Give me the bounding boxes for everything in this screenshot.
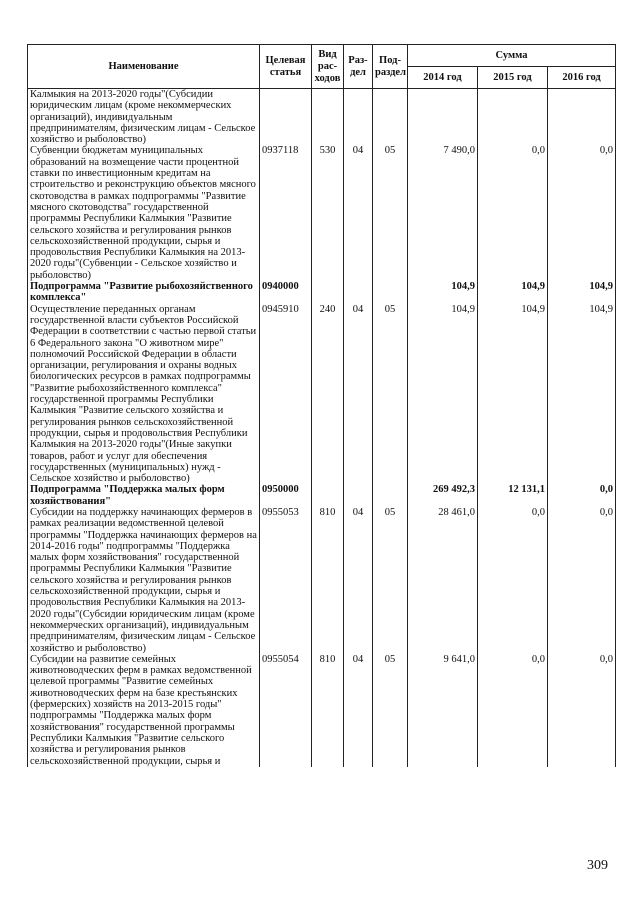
row-2014: 9 641,0 — [408, 654, 478, 767]
row-name: Калмыкия на 2013-2020 годы"(Субсидии юридическим лицам (кроме некоммерческих организаций), индивидуальным предпринимателям, физическим лицам - Сельское хозяйство и рыболовство) — [28, 89, 260, 146]
row-2016: 0,0 — [548, 507, 616, 654]
row-2015: 104,9 — [478, 281, 548, 304]
header-section: Раз-дел — [344, 45, 373, 89]
table-row-subprogram — [28, 484, 616, 507]
header-subsection: Под-раздел — [373, 45, 408, 89]
row-section: 04 — [344, 145, 373, 281]
row-code — [260, 89, 312, 146]
row-name: Субвенции бюджетам муниципальных образований на возмещение части процентной ставки по инвестиционным кредитам на строительство и реконструкцию объектов мясного скотоводства в рамках подпрограммы "Развитие мясного скотоводства" государственной программы Республики Калмыкия "Развитие сельского хозяйства и регулирования рынков сельскохозяйственной продукции, сырья и продовольствия Республики Калмыкия на 2013-2020 годы"(Субвенции - Сельское хозяйство и рыболовство) — [28, 145, 260, 281]
table-row — [28, 145, 616, 281]
header-2016: 2016 год — [548, 67, 616, 89]
row-section: 04 — [344, 304, 373, 485]
page-number: 309 — [587, 858, 608, 873]
budget-table — [27, 44, 616, 767]
row-exp-type: 810 — [312, 507, 344, 654]
row-2015 — [478, 89, 548, 146]
row-name: Субсидии на поддержку начинающих фермеров в рамках реализации ведомственной целевой программы "Поддержка начинающих фермеров на 2014-2016 годы" подпрограммы "Поддержка малых форм хозяйствования" государственной программы Республики Калмыкия "Развитие сельского хозяйства и регулирования рынков сельскохозяйственной продукции, сырья и продовольствия Республики Калмыкия на 2013-2020 годы"(Субсидии юридическим лицам (кроме некоммерческих организаций), индивидуальным предпринимателям, физическим лицам - Сельское хозяйство и рыболовство) — [28, 507, 260, 654]
table-row — [28, 654, 616, 767]
row-name: Субсидии на развитие семейных животноводческих ферм в рамках ведомственной целевой программы "Развитие семейных животноводческих ферм на базе крестьянских (фермерских) хозяйств на 2013-2015 годы" подпрограммы "Поддержка малых форм хозяйствования" государственной программы Республики Калмыкия "Развитие сельского хозяйства и регулирования рынков сельскохозяйственной продукции, сырья и — [28, 654, 260, 767]
row-code: 0945910 — [260, 304, 312, 485]
row-exp-type — [312, 484, 344, 507]
header-2015: 2015 год — [478, 67, 548, 89]
row-2015: 0,0 — [478, 654, 548, 767]
header-name: Наименование — [28, 45, 260, 89]
row-section: 04 — [344, 654, 373, 767]
row-name: Подпрограмма "Поддержка малых форм хозяйствования" — [28, 484, 260, 507]
row-subsection — [373, 484, 408, 507]
row-subsection: 05 — [373, 507, 408, 654]
table-row — [28, 89, 616, 146]
row-code: 0955054 — [260, 654, 312, 767]
row-code: 0937118 — [260, 145, 312, 281]
row-subsection: 05 — [373, 145, 408, 281]
row-2015: 12 131,1 — [478, 484, 548, 507]
row-code: 0940000 — [260, 281, 312, 304]
row-code: 0955053 — [260, 507, 312, 654]
row-name: Осуществление переданных органам государственной власти субъектов Российской Федерации в соответствии с частью первой статьи 6 Федерального закона "О животном мире" полномочий Российской Федерации в области организации, регулирования и охраны водных биологических ресурсов в рамках подпрограммы "Развитие рыбохозяйственного комплекса" государственной программы Республики Калмыкия "Развитие сельского хозяйства и регулирования рынков сельскохозяйственной продукции, сырья и продовольствия Республики Калмыкия на 2013-2020 годы"(Иные закупки товаров, работ и услуг для обеспечения государственных (муниципальных) нужд - Сельское хозяйство и рыболовство) — [28, 304, 260, 485]
row-subsection: 05 — [373, 304, 408, 485]
row-2015: 104,9 — [478, 304, 548, 485]
header-expense-type: Вид рас-ходов — [312, 45, 344, 89]
row-2016 — [548, 89, 616, 146]
row-subsection — [373, 89, 408, 146]
row-2016: 104,9 — [548, 281, 616, 304]
row-exp-type: 530 — [312, 145, 344, 281]
table-body — [28, 89, 616, 767]
row-exp-type — [312, 89, 344, 146]
row-name: Подпрограмма "Развитие рыбохозяйственного комплекса" — [28, 281, 260, 304]
row-code: 0950000 — [260, 484, 312, 507]
row-section: 04 — [344, 507, 373, 654]
row-2014: 104,9 — [408, 304, 478, 485]
row-2016: 104,9 — [548, 304, 616, 485]
row-section — [344, 281, 373, 304]
row-2014: 7 490,0 — [408, 145, 478, 281]
header-article: Целевая статья — [260, 45, 312, 89]
row-2015: 0,0 — [478, 507, 548, 654]
row-section — [344, 484, 373, 507]
row-2014: 104,9 — [408, 281, 478, 304]
header-2014: 2014 год — [408, 67, 478, 89]
row-2014: 28 461,0 — [408, 507, 478, 654]
table-row — [28, 304, 616, 485]
row-exp-type — [312, 281, 344, 304]
table-row-subprogram — [28, 281, 616, 304]
header-row — [28, 45, 616, 67]
row-2014 — [408, 89, 478, 146]
row-2016: 0,0 — [548, 145, 616, 281]
header-sum: Сумма — [408, 45, 616, 67]
row-2016: 0,0 — [548, 654, 616, 767]
row-subsection: 05 — [373, 654, 408, 767]
row-2016: 0,0 — [548, 484, 616, 507]
row-section — [344, 89, 373, 146]
row-2015: 0,0 — [478, 145, 548, 281]
row-subsection — [373, 281, 408, 304]
row-2014: 269 492,3 — [408, 484, 478, 507]
row-exp-type: 810 — [312, 654, 344, 767]
row-exp-type: 240 — [312, 304, 344, 485]
table-row — [28, 507, 616, 654]
